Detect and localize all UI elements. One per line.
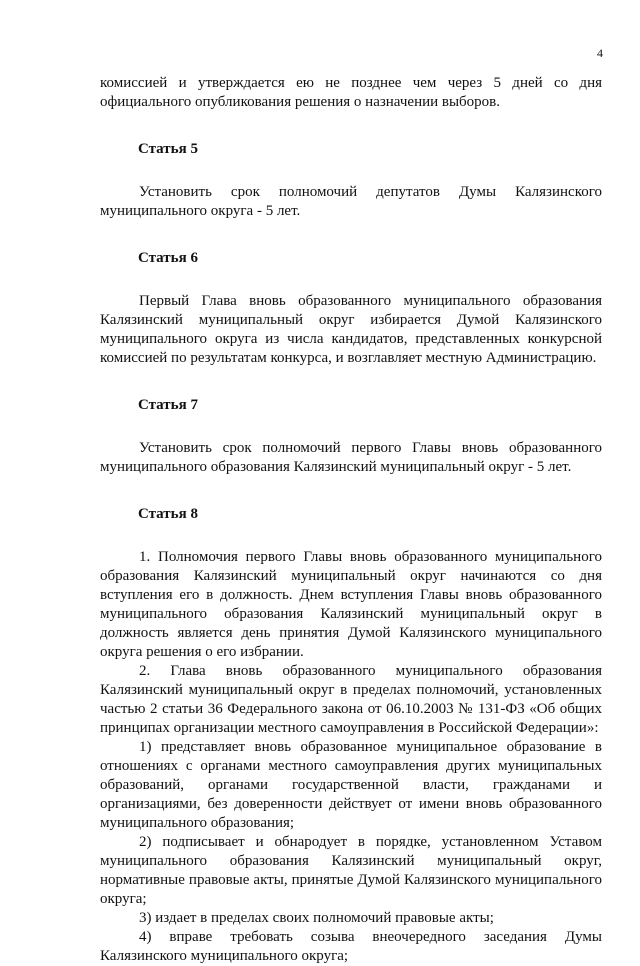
article-7-heading: Статья 7 [138, 397, 198, 413]
intro-paragraph: комиссией и утверждается ею не позднее чем через 5 дней со дня официального опубликования решения о назначении выборов. [100, 75, 602, 110]
article-6-heading: Статья 6 [138, 250, 198, 266]
article-8-paragraph-2: 2. Глава вновь образованного муниципального образования Калязинский муниципальный округ в пределах полномочий, установленных частью 2 статьи 36 Федерального закона от 06.10.2003 № 131-ФЗ «Об общих принципах организации местного самоуправления в Российской Федерации»: [100, 663, 602, 736]
article-6-paragraph: Первый Глава вновь образованного муниципального образования Калязинский муниципальный округ избирается Думой Калязинского муниципального округа из числа кандидатов, представленных конкурсной комиссией по результатам конкурса, и возглавляет местную Администрацию. [100, 293, 602, 366]
page-number: 4 [597, 46, 603, 60]
article-8-item-1: 1) представляет вновь образованное муниципальное образование в отношениях с органами местного самоуправления других муниципальных образований, органами государственной власти, гражданами и организациями, без доверенности действует от имени вновь образованного муниципального образования; [100, 739, 602, 831]
article-8-item-3: 3) издает в пределах своих полномочий правовые акты; [139, 910, 494, 926]
article-8-item-2: 2) подписывает и обнародует в порядке, установленном Уставом муниципального образования Калязинский муниципальный округ, нормативные правовые акты, принятые Думой Калязинского муниципального округа; [100, 834, 602, 907]
article-5-heading: Статья 5 [138, 141, 198, 157]
article-8-paragraph-1: 1. Полномочия первого Главы вновь образованного муниципального образования Калязинский муниципальный округ начинаются со дня вступления его в должность. Днем вступления Главы вновь образованного муниципального образования Калязинский муниципальный округ в должность является день принятия Думой Калязинского муниципального округа решения о его избрании. [100, 549, 602, 660]
article-8-heading: Статья 8 [138, 506, 198, 522]
article-7-paragraph: Установить срок полномочий первого Главы вновь образованного муниципального образования Калязинский муниципальный округ - 5 лет. [100, 440, 602, 475]
article-5-paragraph: Установить срок полномочий депутатов Думы Калязинского муниципального округа - 5 лет. [100, 184, 602, 219]
document-body [100, 74, 602, 966]
article-8-item-4: 4) вправе требовать созыва внеочередного заседания Думы Калязинского муниципального округа; [100, 929, 602, 964]
